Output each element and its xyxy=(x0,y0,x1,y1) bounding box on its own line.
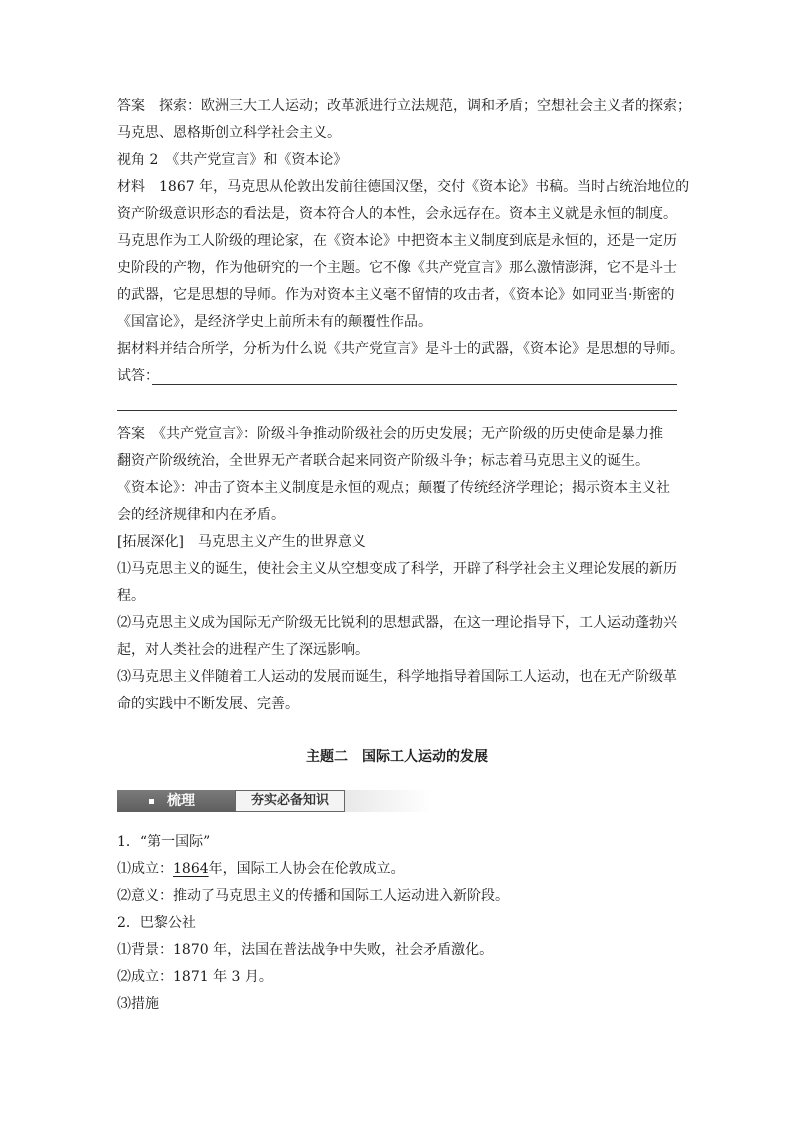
square-bullet-icon xyxy=(149,799,154,804)
perspective-heading: 视角 2 《共产党宣言》和《资本论》 xyxy=(117,152,348,168)
try-answer-label: 试答： xyxy=(117,368,159,384)
answer-line: 《资本论》：冲击了资本主义制度是永恒的观点；颠覆了传统经济学理论；揭示资本主义社 xyxy=(117,480,670,496)
extension-line: ⑵马克思主义成为国际无产阶级无比锐利的思想武器，在这一理论指导下，工人运动蓬勃兴 xyxy=(117,615,677,631)
answer-blank-line[interactable] xyxy=(117,410,677,411)
item-line: ⑵意义：推动了马克思主义的传播和国际工人运动进入新阶段。 xyxy=(117,888,509,904)
extension-line: 程。 xyxy=(117,588,145,604)
banner-label-block xyxy=(117,790,235,812)
item-suffix: 年，国际工人协会在伦敦成立。 xyxy=(208,861,405,877)
item-heading: 1．“第一国际” xyxy=(117,834,211,850)
material-line: 史阶段的产物，作为他研究的一个主题。它不像《共产党宣言》那么激情澎湃，它不是斗士 xyxy=(117,260,677,276)
section-banner xyxy=(117,790,432,812)
extension-heading: [拓展深化] 马克思主义产生的世界意义 xyxy=(117,534,366,550)
extension-line: 命的实践中不断发展、完善。 xyxy=(117,696,299,712)
material-line: 材料 1867 年，马克思从伦敦出发前往德国汉堡，交付《资本论》书稿。当时占统治地位的 xyxy=(117,179,690,195)
banner-label: 梳理 xyxy=(167,793,195,809)
banner-subtitle: 夯实必备知识 xyxy=(235,790,345,812)
extension-line: 起，对人类社会的进程产生了深远影响。 xyxy=(117,642,369,658)
underlined-year: 1864 xyxy=(173,861,209,877)
item-prefix: ⑴成立： xyxy=(117,861,173,877)
answer-line: 会的经济规律和内在矛盾。 xyxy=(117,507,285,523)
extension-line: ⑴马克思主义的诞生，使社会主义从空想变成了科学，开辟了科学社会主义理论发展的新历 xyxy=(117,561,677,577)
section-title: 主题二 国际工人运动的发展 xyxy=(306,749,488,765)
item-line: ⑴背景：1870 年，法国在普法战争中失败，社会矛盾激化。 xyxy=(117,942,494,958)
extension-line: ⑶马克思主义伴随着工人运动的发展而诞生，科学地指导着国际工人运动，也在无产阶级革 xyxy=(117,669,677,685)
answer-blank-line[interactable] xyxy=(152,384,677,385)
material-line: 马克思作为工人阶级的理论家，在《资本论》中把资本主义制度到底是永恒的，还是一定历 xyxy=(117,233,677,249)
answer-line-2: 马克思、恩格斯创立科学社会主义。 xyxy=(117,125,341,141)
answer-line-1: 答案 探索：欧洲三大工人运动；改革派进行立法规范，调和矛盾；空想社会主义者的探索； xyxy=(117,98,691,114)
material-line: 的武器，它是思想的导师。作为对资本主义毫不留情的攻击者，《资本论》如同亚当·斯密的 xyxy=(117,287,675,303)
answer-line: 翻资产阶级统治，全世界无产者联合起来同资产阶级斗争；标志着马克思主义的诞生。 xyxy=(117,453,649,469)
item-line: ⑵成立：1871 年 3 月。 xyxy=(117,969,273,985)
material-line: 资产阶级意识形态的看法是，资本符合人的本性，会永远存在。资本主义就是永恒的制度。 xyxy=(117,206,677,222)
item-heading: 2．巴黎公社 xyxy=(117,915,196,931)
material-line: 《国富论》，是经济学史上前所未有的颠覆性作品。 xyxy=(117,314,432,330)
answer-line: 答案 《共产党宣言》：阶级斗争推动阶级社会的历史发展；无产阶级的历史使命是暴力推 xyxy=(117,426,663,442)
item-line xyxy=(117,859,405,879)
item-line: ⑶措施 xyxy=(117,996,159,1012)
question-text: 据材料并结合所学，分析为什么说《共产党宣言》是斗士的武器，《资本论》是思想的导师。 xyxy=(117,341,684,357)
